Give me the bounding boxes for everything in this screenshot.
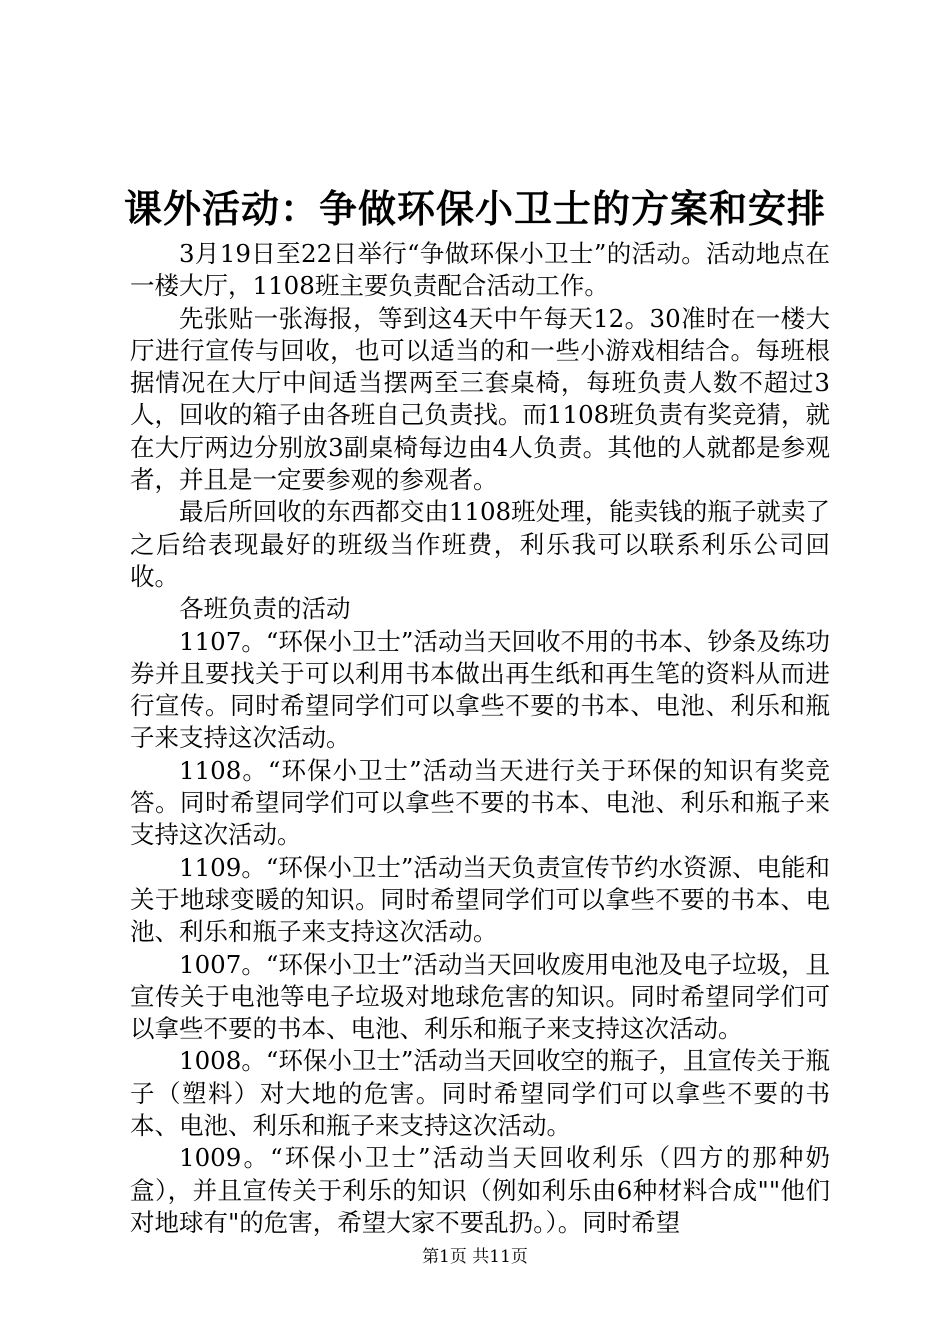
paragraph: 1007。“环保小卫士”活动当天回收废用电池及电子垃圾，且宣传关于电池等电子垃圾对地球危害的知识。同时希望同学们可以拿些不要的书本、电池、利乐和瓶子来支持这次活动。 bbox=[130, 949, 830, 1044]
document-body bbox=[130, 238, 830, 1239]
paragraph: 1008。“环保小卫士”活动当天回收空的瓶子，且宣传关于瓶子（塑料）对大地的危害。同时希望同学们可以拿些不要的书本、电池、利乐和瓶子来支持这次活动。 bbox=[130, 1046, 830, 1141]
paragraph: 1109。“环保小卫士”活动当天负责宣传节约水资源、电能和关于地球变暖的知识。同时希望同学们可以拿些不要的书本、电池、利乐和瓶子来支持这次活动。 bbox=[130, 852, 830, 947]
paragraph: 3月19日至22日举行“争做环保小卫士”的活动。活动地点在一楼大厅，1108班主要负责配合活动工作。 bbox=[130, 239, 830, 301]
paragraph: 1107。“环保小卫士”活动当天回收不用的书本、钞条及练功券并且要找关于可以利用书本做出再生纸和再生笔的资料从而进行宣传。同时希望同学们可以拿些不要的书本、电池、利乐和瓶子来支持这次活动。 bbox=[130, 626, 830, 753]
paragraph: 最后所回收的东西都交由1108班处理，能卖钱的瓶子就卖了之后给表现最好的班级当作班费，利乐我可以联系利乐公司回收。 bbox=[130, 497, 830, 591]
paragraph: 1108。“环保小卫士”活动当天进行关于环保的知识有奖竞答。同时希望同学们可以拿些不要的书本、电池、利乐和瓶子来支持这次活动。 bbox=[130, 755, 830, 850]
paragraph: 先张贴一张海报，等到这4天中午每天12。30准时在一楼大厅进行宣传与回收，也可以适当的和一些小游戏相结合。每班根据情况在大厅中间适当摆两至三套桌椅，每班负责人数不超过3人，回收的箱子由各班自己负责找。而1108班负责有奖竞猜，就在大厅两边分别放3副桌椅每边由4人负责。其他的人就都是参观者，并且是一定要参观的参观者。 bbox=[130, 303, 830, 495]
page-title: 课外活动：争做环保小卫士的方案和安排 bbox=[123, 186, 826, 231]
section-heading: 各班负责的活动 bbox=[179, 594, 351, 624]
page-footer: 第1页 共11页 bbox=[422, 1247, 528, 1267]
paragraph: 1009。“环保小卫士”活动当天回收利乐（四方的那种奶盒），并且宣传关于利乐的知识（例如利乐由6种材料合成""他们对地球有"的危害，希望大家不要乱扔。）。同时希望 bbox=[130, 1143, 830, 1237]
